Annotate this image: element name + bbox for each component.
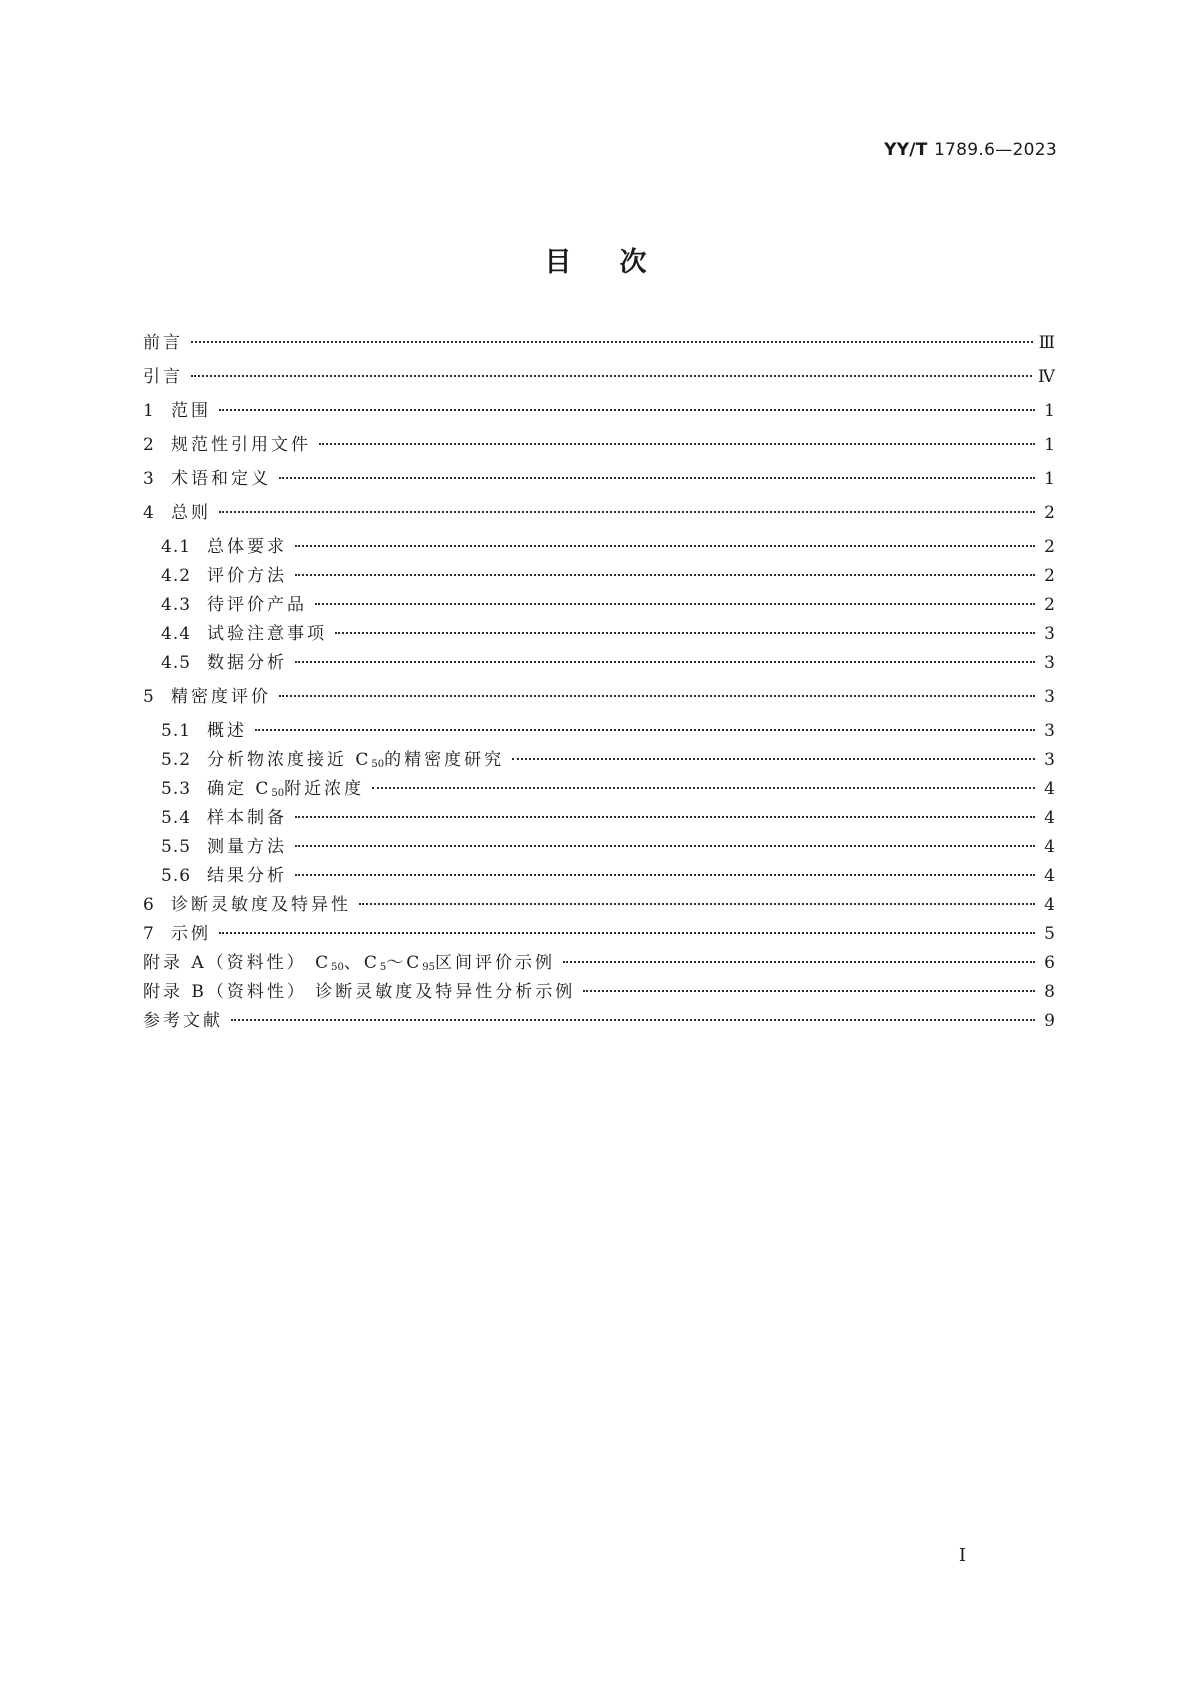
toc-leader-dots — [319, 443, 1035, 445]
toc-entry-5-3[interactable] — [161, 776, 1055, 802]
standard-code: 1789.6—2023 — [933, 140, 1057, 160]
toc-entry-page: 8 — [1044, 982, 1055, 1002]
toc-leader-dots — [295, 874, 1035, 876]
toc-entry-label: 参考文献 — [143, 1011, 223, 1031]
toc-entry-4-5[interactable] — [161, 650, 1055, 676]
toc-entry-label: 总体要求 — [207, 537, 287, 557]
toc-leader-dots — [295, 845, 1035, 847]
toc-entry-7[interactable] — [143, 921, 1055, 947]
toc-entry-5[interactable] — [143, 684, 1055, 710]
toc-entry-page: 6 — [1044, 953, 1055, 973]
toc-leader-dots — [335, 632, 1035, 634]
toc-leader-dots — [295, 574, 1035, 576]
toc-entry-number: 5.2 — [161, 750, 192, 770]
toc-entry-label: 术语和定义 — [171, 469, 271, 489]
toc-leader-dots — [295, 816, 1035, 818]
toc-leader-dots — [315, 603, 1035, 605]
toc-entry-page: 4 — [1044, 779, 1055, 799]
toc-entry-page: 2 — [1044, 537, 1055, 557]
toc-entry-page: 1 — [1044, 435, 1055, 455]
toc-entry-number: 5.6 — [161, 866, 192, 886]
toc-leader-dots — [295, 661, 1035, 663]
toc-entry-1[interactable] — [143, 398, 1055, 424]
toc-entry-page: 3 — [1044, 624, 1055, 644]
toc-leader-dots — [191, 341, 1033, 343]
toc-entry-label: 总则 — [171, 503, 211, 523]
toc-entry-page: 3 — [1044, 653, 1055, 673]
toc-entry-4-4[interactable] — [161, 621, 1055, 647]
toc-entry-label: 测量方法 — [207, 837, 287, 857]
toc-entry-number: 4 — [143, 503, 155, 523]
toc-leader-dots — [191, 375, 1032, 377]
toc-entry-page: 4 — [1044, 808, 1055, 828]
toc-entry-number: 5.1 — [161, 721, 192, 741]
toc-entry-annex-b[interactable] — [143, 979, 1055, 1005]
toc-leader-dots — [219, 511, 1035, 513]
toc-entry-number: 4.1 — [161, 537, 192, 557]
toc-entry-label: 附录 B（资料性） 诊断灵敏度及特异性分析示例 — [143, 982, 576, 1002]
toc-entry-label: 精密度评价 — [171, 687, 271, 707]
toc-entry-number: 1 — [143, 401, 155, 421]
toc-entry-number: 4.4 — [161, 624, 192, 644]
toc-leader-dots — [372, 787, 1035, 789]
toc-leader-dots — [279, 477, 1035, 479]
toc-entry-5-2[interactable] — [161, 747, 1055, 773]
toc-leader-dots — [279, 695, 1035, 697]
page-number: I — [958, 1545, 966, 1566]
toc-entry-5-5[interactable] — [161, 834, 1055, 860]
toc-leader-dots — [295, 545, 1035, 547]
toc-entry-label: 规范性引用文件 — [171, 435, 311, 455]
toc-entry-page: 4 — [1044, 866, 1055, 886]
toc-entry-page: 2 — [1044, 595, 1055, 615]
toc-entry-number: 5.4 — [161, 808, 192, 828]
toc-entry-label: 分析物浓度接近 $C_{50}$的精密度研究 — [207, 750, 505, 770]
toc-entry-5-1[interactable] — [161, 718, 1055, 744]
toc-entry-label: 示例 — [171, 924, 211, 944]
toc-entry-label: 引言 — [143, 367, 183, 387]
toc-entry-number: 4.3 — [161, 595, 192, 615]
toc-entry-label: 附录 A（资料性） $C_{50}$、$C_5\sim C_{95}$区间评价示例 — [143, 953, 555, 973]
toc-entry-page: 3 — [1044, 687, 1055, 707]
toc-leader-dots — [255, 729, 1035, 731]
toc-leader-dots — [512, 758, 1035, 760]
toc-entry-label: 前言 — [143, 333, 183, 353]
toc-entry-annex-a[interactable] — [143, 950, 1055, 976]
toc-entry-number: 4.5 — [161, 653, 192, 673]
toc-entry-page: 5 — [1044, 924, 1055, 944]
toc-entry-label: 样本制备 — [207, 808, 287, 828]
toc-entry-page: 1 — [1044, 469, 1055, 489]
toc-entry-4[interactable] — [143, 500, 1055, 526]
toc-entry-page: 4 — [1044, 895, 1055, 915]
toc-entry-page: Ⅲ — [1038, 333, 1055, 353]
standard-number — [884, 140, 1057, 160]
toc-entry-page: 3 — [1044, 721, 1055, 741]
toc-entry-number: 5 — [143, 687, 155, 707]
toc-entry-number: 5.3 — [161, 779, 192, 799]
toc-entry-page: 4 — [1044, 837, 1055, 857]
toc-entry-number: 4.2 — [161, 566, 192, 586]
toc-entry-3[interactable] — [143, 466, 1055, 492]
toc-entry-page: Ⅳ — [1038, 367, 1055, 387]
toc-leader-dots — [583, 990, 1035, 992]
toc-leader-dots — [359, 903, 1035, 905]
toc-entry-introduction[interactable] — [143, 364, 1055, 390]
toc-entry-label: 概述 — [207, 721, 247, 741]
toc-entry-4-2[interactable] — [161, 563, 1055, 589]
toc-entry-label: 确定 $C_{50}$附近浓度 — [207, 779, 365, 799]
toc-entry-label: 结果分析 — [207, 866, 287, 886]
toc-entry-page: 3 — [1044, 750, 1055, 770]
toc-entry-bibliography[interactable] — [143, 1008, 1055, 1034]
toc-entry-number: 3 — [143, 469, 155, 489]
toc-entry-label: 待评价产品 — [207, 595, 307, 615]
toc-entry-page: 1 — [1044, 401, 1055, 421]
toc-entry-4-3[interactable] — [161, 592, 1055, 618]
toc-entry-label: 数据分析 — [207, 653, 287, 673]
toc-entry-label: 试验注意事项 — [207, 624, 327, 644]
toc-entry-page: 2 — [1044, 503, 1055, 523]
toc-entry-page: 9 — [1044, 1011, 1055, 1031]
toc-entry-number: 7 — [143, 924, 155, 944]
toc-entry-label: 范围 — [171, 401, 211, 421]
toc-leader-dots — [219, 409, 1035, 411]
toc-entry-label: 诊断灵敏度及特异性 — [171, 895, 351, 915]
toc-leader-dots — [219, 932, 1035, 934]
toc-entry-5-4[interactable] — [161, 805, 1055, 831]
page-title: 目次 — [544, 247, 695, 278]
toc-entry-5-6[interactable] — [161, 863, 1055, 889]
toc-entry-page: 2 — [1044, 566, 1055, 586]
toc-leader-dots — [563, 961, 1035, 963]
toc-entry-4-1[interactable] — [161, 534, 1055, 560]
toc-entry-number: 6 — [143, 895, 155, 915]
toc-entry-2[interactable] — [143, 432, 1055, 458]
toc-entry-label: 评价方法 — [207, 566, 287, 586]
toc-leader-dots — [231, 1019, 1035, 1021]
toc-entry-number: 5.5 — [161, 837, 192, 857]
toc-entry-foreword[interactable] — [143, 330, 1055, 356]
toc-entry-number: 2 — [143, 435, 155, 455]
standard-prefix: YY/T — [884, 140, 928, 160]
toc-entry-6[interactable] — [143, 892, 1055, 918]
